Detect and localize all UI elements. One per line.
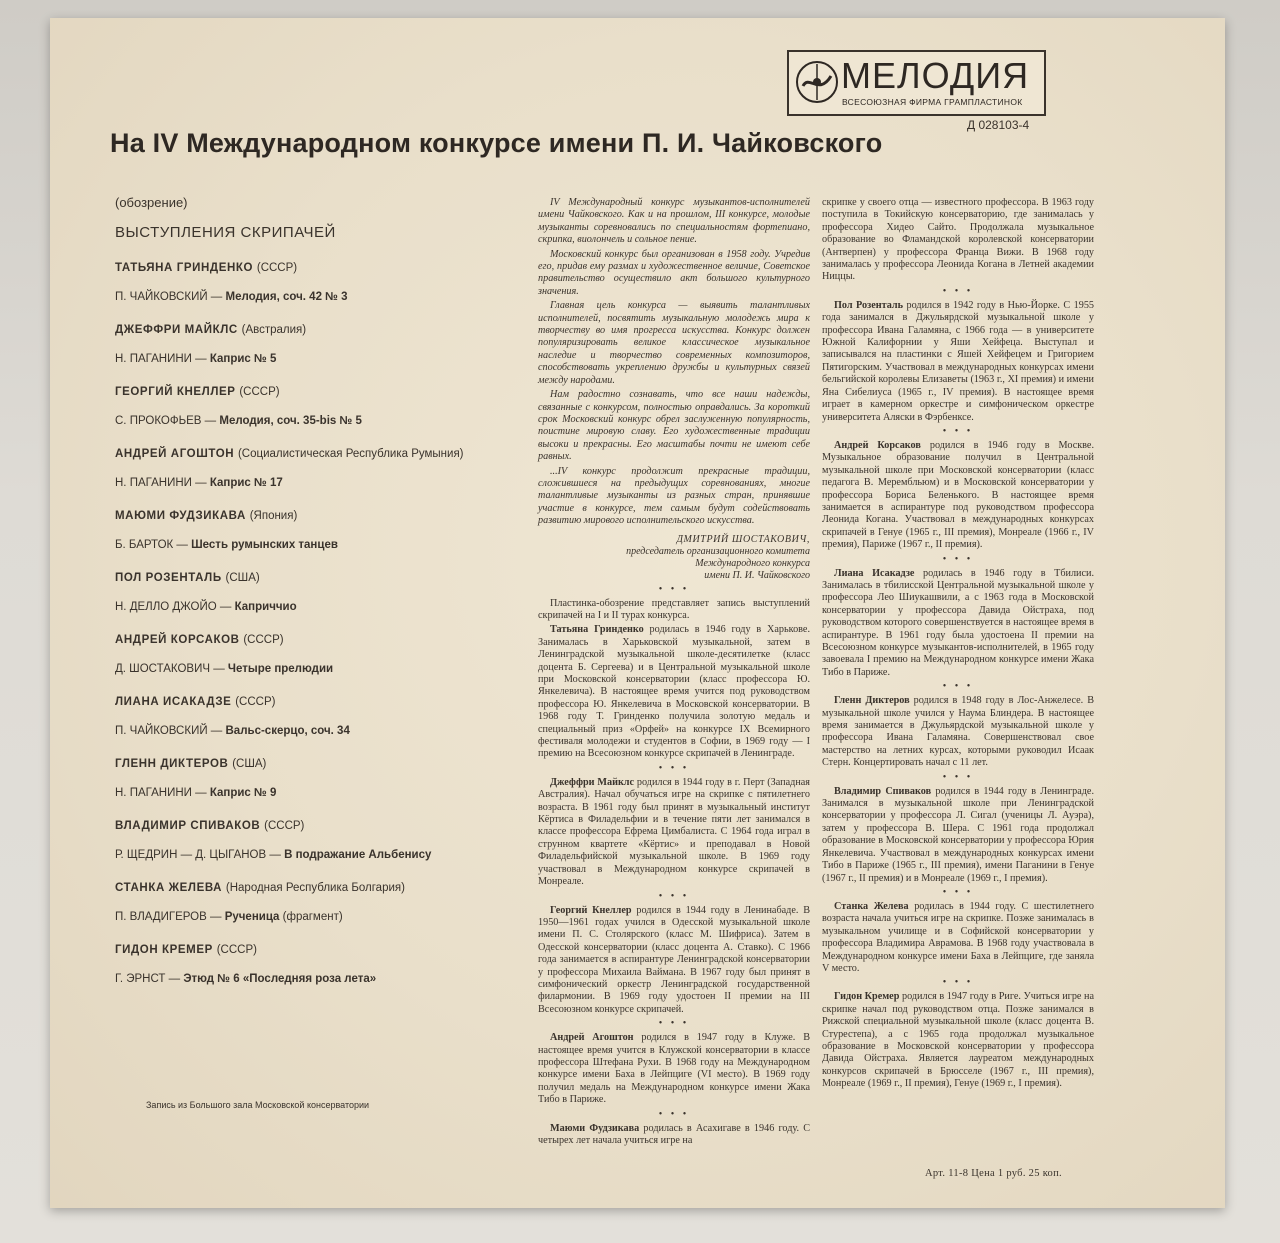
- price-line: Арт. 11-8 Цена 1 руб. 25 коп.: [925, 1168, 1062, 1179]
- work-title: Каприс № 5: [209, 353, 277, 365]
- composer-name: Н. ПАГАНИНИ —: [115, 353, 207, 365]
- bio-continuation: скрипке у своего отца — известного профессора. В 1963 году поступила в Токийскую консерваторию, где занималась у профессора Хидео Сайто. Продолжала музыкальное образование во Фламандской королевской консерватории (Антверпен) у профессора Франца Вижи. В 1968 году занималась у профессора Леонида Когана в Летней академии Ниццы.: [822, 197, 1094, 283]
- section-heading: ВЫСТУПЛЕНИЯ СКРИПАЧЕЙ: [115, 224, 336, 241]
- biography-text: родилась в 1944 году. С шестилетнего возраста начала учиться игре на скрипке. Позже занималась в музыкальном училище и в Софийской консерватории у профессора Владимира Аврамова. В 1968 году участвовала в Международном конкурсе имени Баха в Лейпциге, где заняла V место.: [822, 900, 1094, 974]
- biography-text: родился в 1944 году в Ленинабаде. В 1950—1961 годах учился в Одесской музыкальной школе имени П. С. Столярского (класс М. Шифриса). Затем в Одесской консерватории (класс доцента А. Ставко). С 1966 года занимается в аспирантуре Ленинградской консерватории у профессора Михаила Ваймана. В 1967 году был принят в симфонический оркестр Ленинградской государственной филармонии. В 1969 году удостоен II премии на III Всесоюзном конкурсе скрипачей.: [538, 904, 811, 1015]
- piece-line: [115, 414, 465, 429]
- performance-item: [115, 695, 465, 739]
- melodiya-emblem-icon: [795, 56, 839, 108]
- biography-text: родился в 1948 году в Лос-Анжелесе. В музыкальной школе учился у Наума Блиндера. В настоящее время занимается в Джульярдской музыкальной школе у профессора Ивана Галамяна. Совершенствовал свое мастерство на летних курсах, которыми руководил Исаак Стерн. Концертировать начал с 11 лет.: [822, 695, 1095, 769]
- separator-dots: • • •: [942, 285, 974, 297]
- composer-name: Н. ПАГАНИНИ —: [115, 787, 207, 799]
- separator-dots: • • •: [658, 1018, 690, 1030]
- biography-text: родился в 1947 году в Риге. Учиться игре на скрипке начал под руководством отца. Позже занимался в Рижской специальной музыкальной школе (класс доцента В. Стурестепа), а с 1965 года продолжал музыкальное образование в Московской консерватории у профессора Давида Ойстраха. Является лауреатом международных конкурсов скрипачей в Брюсселе (1967 г., III премия), Монреале (1969 г., II премия), Генуе (1969 г., I премия).: [822, 991, 1095, 1090]
- biography-paragraph: [822, 991, 1094, 1090]
- catalog-number: Д 028103-4: [967, 118, 1030, 132]
- biography-paragraph: [822, 440, 1094, 552]
- biographies-middle: [538, 624, 810, 1147]
- signature-line: председатель организационного комитета: [626, 545, 810, 557]
- notes-column-middle: [538, 197, 810, 1149]
- performance-item: [115, 509, 465, 553]
- performer-line: [115, 881, 465, 896]
- biography-name: Маюми Фудзикава: [550, 1122, 640, 1134]
- piece-line: [115, 538, 465, 553]
- overview-note: Пластинка-обозрение представляет запись выступлений скрипачей на I и II турах конкурса.: [538, 597, 810, 621]
- biography-text: родился в 1947 году в Клуже. В настоящее время учится в Клужской консерватории в классе профессора Штефана Рухи. В 1968 году на Международном конкурсе имени Баха в Лейпциге (VI место). В 1969 году получил медаль на Международном конкурсе имени Жака Тибо в Париже.: [538, 1032, 810, 1106]
- performer-country: (СССР): [256, 262, 298, 274]
- performer-name: ГЛЕНН ДИКТЕРОВ: [115, 758, 229, 770]
- biography-paragraph: [822, 901, 1094, 975]
- performer-line: [115, 261, 465, 276]
- piece-line: [115, 476, 465, 491]
- performer-line: [115, 819, 465, 834]
- piece-line: [115, 972, 465, 987]
- intro-paragraph: Московский конкурс был организован в 1958 году. Учредив его, придав ему размах и художественное величие, Советское правительство осуществило акт большого культурного значения.: [538, 248, 810, 297]
- performance-item: [115, 633, 465, 677]
- separator-dots: • • •: [658, 583, 690, 595]
- biography-name: Андрей Корсаков: [834, 439, 921, 451]
- composer-name: Н. ПАГАНИНИ —: [115, 477, 207, 489]
- biographies-right: [822, 286, 1094, 1091]
- piece-line: [115, 848, 465, 863]
- biography-text: родился в 1944 году в Ленинграде. Занимался в музыкальной школе при Ленинградской консерватории у профессора Л. Сигал (ученицы Л. Ауэра), затем у профессора В. Шера. С 1961 года продолжал образование в Московской консерватории у профессора Юрия Янкелевича. Участвовал в международных конкурсах имени Тибо в Париже (1965 г., III премия), имени Паганини в Генуе (1967 г., II премия) и в Монреале (1969 г., I премия).: [822, 785, 1094, 884]
- piece-line: [115, 352, 465, 367]
- performer-country: (Япония): [249, 510, 298, 522]
- signature-block: [538, 534, 810, 582]
- performer-name: МАЮМИ ФУДЗИКАВА: [115, 510, 246, 522]
- signature-line: Международного конкурса: [695, 557, 810, 569]
- performer-name: СТАНКА ЖЕЛЕВА: [115, 882, 223, 894]
- intro-paragraph: Главная цель конкурса — выявить талантливых исполнителей, посвятить музыкальную молодежь мира к творчеству во имя прогресса искусства. Конкурс должен популяризировать великое классическое музыкальное наследие и творчество современных композиторов, способствовать укреплению дружбы и культурных связей между народами.: [538, 300, 810, 386]
- biography-name: Татьяна Гринденко: [550, 624, 644, 636]
- biography-text: родился в 1942 году в Нью-Йорке. С 1955 года занимался в Джульярдской музыкальной школе у профессора Ивана Галамяна, с 1966 года — в университете Южной Калифорнии у Яши Хейфеца. Выступал и записывался на пластинки с Яшей Хейфецем и Григорием Пятигорским. Участвовал в международных конкурсах имени бельгийской королевы Елизаветы (1963 г., XI премия) и имени Яна Сибелиуса (1965 г., IV премия). В настоящее время играет в камерном оркестре и симфоническом оркестре университета Аляски в Фэрбенксе.: [822, 299, 1095, 423]
- performer-line: [115, 447, 465, 462]
- logo-subtitle: ВСЕСОЮЗНАЯ ФИРМА ГРАМПЛАСТИНОК: [842, 97, 1023, 107]
- performer-country: (СССР): [235, 696, 276, 708]
- performer-name: ГИДОН КРЕМЕР: [115, 944, 213, 956]
- tracklist: [115, 195, 465, 1005]
- performer-name: ДЖЕФФРИ МАЙКЛС: [115, 324, 238, 336]
- performer-line: [115, 943, 465, 958]
- performance-item: [115, 447, 465, 491]
- piece-line: [115, 910, 465, 925]
- biography-paragraph: [538, 624, 810, 760]
- composer-name: П. ЧАЙКОВСКИЙ —: [115, 725, 223, 737]
- signature-name: ДМИТРИЙ ШОСТАКОВИЧ,: [676, 533, 810, 545]
- separator-dots: • • •: [658, 762, 690, 774]
- composer-name: Н. ДЕЛЛО ДЖОЙО —: [115, 601, 232, 613]
- work-title: Каприс № 9: [209, 787, 277, 799]
- piece-line: [115, 290, 465, 305]
- biography-text: родилась в 1946 году в Тбилиси. Занималась в тбилисской Центральной музыкальной школе у профессора Лео Шиукашвили, а с 1963 года в Московской консерватории у профессора Давида Ойстраха, под руководством которого совершенствуется в настоящее время в аспирантуре. В 1961 году была удостоена II премии на Всесоюзном конкурсе музыкантов-исполнителей, в 1965 году завоевала I премию на Международном конкурсе имени Жака Тибо в Париже.: [822, 567, 1095, 678]
- performer-line: [115, 633, 465, 648]
- work-note: (фрагмент): [282, 911, 343, 923]
- notes-column-right: [822, 197, 1094, 1093]
- biography-paragraph: [822, 695, 1094, 769]
- biography-text: родился в 1944 году в г. Перт (Западная Австралия). Начал обучаться игре на скрипке с пятилетнего возраста. В 1961 году был принят в музыкальный институт Кёртиса в Филадельфии и в течение пяти лет занимался в классе профессора Ефрема Цимбалиста. С 1964 года играл в струнном квартете «Кёртис» и преподавал в Новой Филадельфийской музыкальной школе. В 1969 году участвовал в Международном конкурсе скрипачей в Монреале.: [538, 776, 810, 888]
- work-title: Рученица: [224, 911, 280, 923]
- performer-line: [115, 757, 465, 772]
- album-subtitle: (обозрение): [115, 195, 188, 210]
- biography-name: Гленн Диктеров: [834, 695, 910, 707]
- biography-name: Лиана Исакадзе: [834, 567, 915, 579]
- biography-name: Станка Желева: [834, 900, 909, 912]
- performer-name: АНДРЕЙ КОРСАКОВ: [115, 634, 240, 646]
- work-title: Каприс № 17: [209, 477, 283, 489]
- performance-item: [115, 385, 465, 429]
- performer-line: [115, 323, 465, 338]
- biography-name: Гидон Кремер: [834, 991, 900, 1003]
- performer-name: ВЛАДИМИР СПИВАКОВ: [115, 820, 261, 832]
- biography-name: Пол Розенталь: [834, 299, 904, 311]
- biography-paragraph: [822, 786, 1094, 885]
- recording-note: Запись из Большого зала Московской консерватории: [146, 1100, 370, 1110]
- work-title: Вальс-скерцо, соч. 34: [225, 725, 350, 737]
- biography-name: Андрей Агоштон: [550, 1032, 634, 1044]
- performer-line: [115, 385, 465, 400]
- work-title: Мелодия, соч. 35-bis № 5: [219, 415, 362, 427]
- composer-name: П. ЧАЙКОВСКИЙ —: [115, 291, 223, 303]
- performer-name: АНДРЕЙ АГОШТОН: [115, 448, 235, 460]
- biography-text: родилась в Асахигаве в 1946 году. С четырех лет начала учиться игре на: [538, 1122, 810, 1146]
- signature-line: имени П. И. Чайковского: [704, 569, 810, 581]
- piece-line: [115, 662, 465, 677]
- biography-paragraph: [538, 1123, 810, 1148]
- biography-name: Джеффри Майклс: [550, 776, 635, 788]
- biography-paragraph: [538, 1032, 810, 1106]
- piece-line: [115, 600, 465, 615]
- performer-name: ЛИАНА ИСАКАДЗЕ: [115, 696, 232, 708]
- album-title: На IV Международном конкурсе имени П. И. Чайковского: [110, 128, 883, 158]
- work-title: Этюд № 6 «Последняя роза лета»: [183, 973, 377, 985]
- biography-name: Георгий Кнеллер: [550, 904, 632, 916]
- composer-name: Б. БАРТОК —: [115, 539, 188, 551]
- performer-line: [115, 571, 465, 586]
- intro-paragraph: IV Международный конкурс музыкантов-исполнителей имени Чайковского. Как и на прошлом, III конкурсе, молодые музыканты соревновались по специальностям фортепиано, скрипка, виолончель и сольное пение.: [538, 197, 810, 246]
- performer-name: ТАТЬЯНА ГРИНДЕНКО: [115, 262, 254, 274]
- biography-paragraph: [822, 568, 1094, 680]
- performer-country: (Народная Республика Болгария): [225, 882, 405, 894]
- intro-paragraph: ...IV конкурс продолжит прекрасные традиции, сложившиеся на предыдущих соревнованиях, многие талантливые музыканты из разных стран, принявшие участие в конкурсе, тем самым будут содействовать развитию мирового исполнительского искусства.: [538, 465, 810, 527]
- biography-text: родилась в 1946 году в Харькове. Занималась в Харьковской музыкальной, затем в Ленинградской музыкальной школе-десятилетке (класс доцента Б. Сергеева) и в Центральной музыкальной школе при Московской консерватории (класс профессора Ю. Янкелевича). В настоящее время учится под руководством профессора Ю. Янкелевича в Московской консерватории. В 1968 году Т. Гринденко получила золотую медаль и специальный приз «Орфей» на конкурсе IX Всемирного фестиваля молодежи и студентов в Софии, в 1969 году — I премию на Всесоюзном конкурсе скрипачей в Ленинграде.: [538, 624, 811, 760]
- composer-name: Д. ШОСТАКОВИЧ —: [115, 663, 225, 675]
- separator-dots: • • •: [942, 771, 974, 783]
- biography-name: Владимир Спиваков: [834, 785, 932, 797]
- work-title: В подражание Альбенису: [284, 849, 432, 861]
- work-title: Шесть румынских танцев: [191, 539, 338, 551]
- separator-dots: • • •: [942, 681, 974, 693]
- separator-dots: • • •: [942, 886, 974, 898]
- composer-name: Р. ЩЕДРИН — Д. ЦЫГАНОВ —: [115, 849, 281, 861]
- performance-item: [115, 943, 465, 987]
- performer-country: (Австралия): [241, 324, 307, 336]
- performer-line: [115, 695, 465, 710]
- biography-paragraph: [538, 905, 810, 1017]
- logo-wordmark: МЕЛОДИЯ: [841, 55, 1030, 96]
- performance-item: [115, 323, 465, 367]
- performer-country: (Социалистическая Республика Румыния): [237, 448, 464, 460]
- performer-country: (СССР): [216, 944, 257, 956]
- composer-name: Г. ЭРНСТ —: [115, 973, 181, 985]
- separator-dots: • • •: [942, 425, 974, 437]
- separator-dots: • • •: [658, 1108, 690, 1120]
- piece-line: [115, 724, 465, 739]
- performance-list: [115, 261, 465, 987]
- intro-paragraph: Нам радостно сознавать, что все наши надежды, связанные с конкурсом, полностью оправдались. За короткий срок Московский конкурс обрел заслуженную популярность, поистине мировую славу. Его художественные традиции высоки и прекрасны. Его масштабы почти не имеют себе равных.: [538, 389, 810, 463]
- performer-country: (США): [232, 758, 267, 770]
- work-title: Каприччио: [234, 601, 297, 613]
- performer-name: ПОЛ РОЗЕНТАЛЬ: [115, 572, 222, 584]
- biography-text: родился в 1946 году в Москве. Музыкальное образование получил в Центральной музыкальной школе при Московской консерватории (класс педагога В. Мерембльюм) и в Московской консерватории у профессора Бориса Беленького. В настоящее время занимается в аспирантуре под руководством профессора Леонида Когана. Участвовал в международных конкурсах скрипачей в Генуе (1965 г., III премия), Монреале (1966 г., IV премия), Париже (1967 г., II премия).: [822, 439, 1094, 551]
- work-title: Четыре прелюдии: [227, 663, 334, 675]
- piece-line: [115, 786, 465, 801]
- performer-country: (США): [225, 572, 260, 584]
- performer-country: (СССР): [264, 820, 305, 832]
- performance-item: [115, 881, 465, 925]
- composer-name: С. ПРОКОФЬЕВ —: [115, 415, 217, 427]
- performance-item: [115, 571, 465, 615]
- biography-paragraph: [822, 300, 1094, 424]
- intro-text: [538, 197, 810, 528]
- biography-paragraph: [538, 777, 810, 889]
- performance-item: [115, 261, 465, 305]
- separator-dots: • • •: [658, 890, 690, 902]
- separator-dots: • • •: [942, 553, 974, 565]
- work-title: Мелодия, соч. 42 № 3: [225, 291, 348, 303]
- performer-country: (СССР): [243, 634, 284, 646]
- performer-name: ГЕОРГИЙ КНЕЛЛЕР: [115, 386, 236, 398]
- performance-item: [115, 819, 465, 863]
- performer-line: [115, 509, 465, 524]
- performer-country: (СССР): [239, 386, 280, 398]
- separator-dots: • • •: [942, 977, 974, 989]
- performance-item: [115, 757, 465, 801]
- composer-name: П. ВЛАДИГЕРОВ —: [115, 911, 222, 923]
- melodiya-logo: [787, 50, 1046, 116]
